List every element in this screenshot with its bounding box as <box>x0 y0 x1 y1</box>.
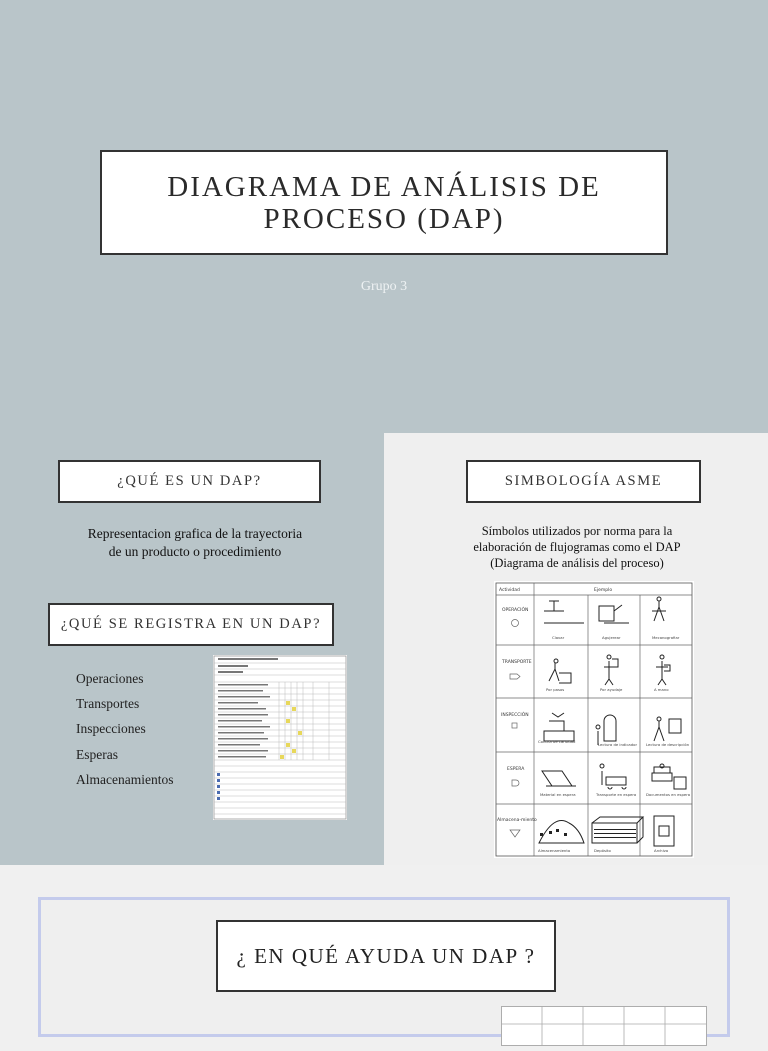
title-box <box>100 150 668 255</box>
svg-text:Archivo: Archivo <box>654 848 669 853</box>
svg-text:Mecanografiar: Mecanografiar <box>652 635 680 640</box>
asme-symbols-slide <box>384 433 768 865</box>
svg-text:Lectura de descripción: Lectura de descripción <box>646 742 690 747</box>
svg-text:Por pasos: Por pasos <box>546 687 565 692</box>
svg-text:Clavar: Clavar <box>552 635 565 640</box>
heading-box-what-is-recorded <box>48 603 334 646</box>
category-label-wait: ESPERA <box>507 767 525 772</box>
dap-form-thumbnail <box>213 655 347 820</box>
what-is-dap-slide <box>0 433 384 865</box>
svg-text:Ejemplo: Ejemplo <box>594 588 613 593</box>
how-dap-helps-slide <box>38 897 730 1037</box>
svg-text:Actividad: Actividad <box>499 588 520 593</box>
partial-table-thumbnail <box>501 1006 707 1046</box>
heading-how-dap-helps: ¿ EN QUÉ AYUDA UN DAP ? <box>236 944 536 968</box>
heading-what-is-dap: ¿QUÉ ES UN DAP? <box>117 473 262 489</box>
category-label-storage: Almacena-miento <box>497 818 537 823</box>
svg-text:Transporte en espera: Transporte en espera <box>596 792 637 797</box>
definition-text: Representacion grafica de la trayectoria de un producto o procedimiento <box>87 526 303 559</box>
heading-box-asme <box>466 460 701 503</box>
category-label-transport: TRANSPORTE <box>502 660 532 665</box>
svg-text:Lectura de indicador: Lectura de indicador <box>598 742 638 747</box>
svg-text:Control de cantidad: Control de cantidad <box>538 739 576 744</box>
svg-text:Documentos en espera: Documentos en espera <box>646 792 691 797</box>
heading-box-how-dap-helps <box>216 920 556 992</box>
heading-what-is-recorded: ¿QUÉ SE REGISTRA EN UN DAP? <box>60 616 322 632</box>
asme-chart-image <box>494 581 694 858</box>
slide-title: DIAGRAMA DE ANÁLISIS DE PROCESO (DAP) <box>167 170 601 235</box>
list-item: Esperas <box>76 746 118 762</box>
svg-text:Almacenamiento: Almacenamiento <box>538 848 571 853</box>
asme-description: Símbolos utilizados por norma para la elaboración de flujogramas como el DAP (Diagrama de análisis del proceso) <box>473 524 681 570</box>
list-item: Operaciones <box>76 671 144 686</box>
recorded-items-list <box>76 669 173 795</box>
title-slide <box>0 0 768 433</box>
list-item: Inspecciones <box>76 721 146 737</box>
category-label-inspection: INSPECCIÓN <box>501 713 529 718</box>
svg-text:A mano: A mano <box>654 687 669 692</box>
dap-form-image <box>213 655 347 820</box>
svg-text:Material en espera: Material en espera <box>540 792 576 797</box>
asme-symbols-chart <box>494 581 694 858</box>
svg-text:Agujerear: Agujerear <box>602 635 621 640</box>
list-item: Almacenamientos <box>76 771 174 787</box>
svg-text:Por ayudaje: Por ayudaje <box>600 687 623 692</box>
partial-table-image <box>501 1006 707 1046</box>
heading-asme: SIMBOLOGÍA ASME <box>504 473 663 489</box>
slide-subtitle: Grupo 3 <box>360 279 408 294</box>
heading-box-what-is-dap <box>58 460 321 503</box>
svg-text:Depósito: Depósito <box>594 848 611 853</box>
list-item: Transportes <box>76 696 140 712</box>
category-label-operation: OPERACIÓN <box>502 608 529 613</box>
